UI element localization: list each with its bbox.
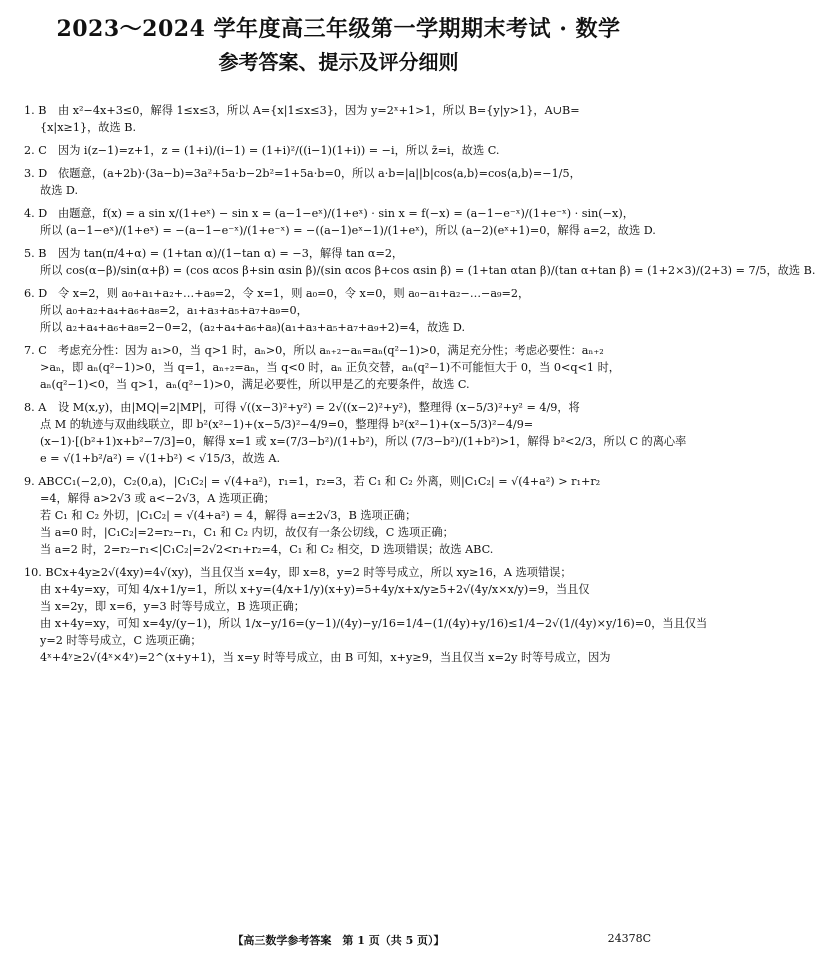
answer-line: [24, 541, 656, 558]
answer-text: 当 x=2y，即 x=6，y=3 时等号成立，B 选项正确；: [40, 600, 305, 613]
answer-text: 所以 a₀+a₂+a₄+a₆+a₈=2，a₁+a₃+a₅+a₇+a₉=0，: [40, 304, 308, 317]
answer-number: 5. B: [24, 247, 47, 260]
answer-text: x+4y≥2√(4xy)=4√(xy)，当且仅当 x=4y，即 x=8，y=2 时等号成立，所以 xy≥16，A 选项错误；: [62, 566, 572, 579]
answer-line: [24, 165, 656, 182]
answer-number: 3. D: [24, 167, 48, 180]
answer-item: [24, 285, 656, 336]
answer-line: [24, 507, 656, 524]
answer-text: C₁(−2,0)，C₂(0,a)，|C₁C₂| = √(4+a²)，r₁=1，r₂=3，若 C₁ 和 C₂ 外离，则|C₁C₂| = √(4+a²) > r₁+r₂: [63, 475, 601, 488]
answer-text: 所以 cos(α−β)/sin(α+β) = (cos αcos β+sin αsin β)/(sin αcos β+cos αsin β) = (1+tan αtan β)/(tan α+tan β) = (1+2×3)/(2+3) = 7/5，故选 B.: [40, 264, 815, 277]
answer-line: [24, 615, 708, 632]
answer-text: =4，解得 a>2√3 或 a<−2√3，A 选项正确；: [40, 492, 275, 505]
answer-number: 10. BC: [24, 566, 63, 579]
answer-line: [24, 119, 656, 136]
answer-text: 点 M 的轨迹与双曲线联立，即 b²(x²−1)+(x−5/3)²−4/9=0，整理得 b²(x²−1)+(x−5/3)²−4/9=: [40, 418, 534, 431]
footer-page-info: 【高三数学参考答案 第 1 页（共 5 页）】: [232, 934, 445, 947]
answer-line: [24, 598, 656, 615]
answer-text: 由 x+4y=xy，可知 x=4y/(y−1)，所以 1/x−y/16=(y−1)/(4y)−y/16=1/4−(1/(4y)+y/16)≤1/4−2√(1/(4y)×y/16)=0，当且仅当: [40, 617, 708, 630]
answer-text: 因为 i(z−1)=z+1，z = (1+i)/(i−1) = (1+i)²/((i−1)(1+i)) = −i，所以 z̄=i，故选 C.: [58, 144, 500, 157]
answer-line: [24, 450, 656, 467]
answer-number: 9. ABC: [24, 475, 64, 488]
answer-text: e = √(1+b²/a²) = √(1+b²) < √15/3，故选 A.: [40, 452, 281, 465]
answer-line: [24, 649, 656, 666]
answer-item: [24, 205, 656, 239]
answer-line: [24, 416, 656, 433]
page-title: 2023～2024 学年度高三年级第一学期期末考试 · 数学: [56, 16, 621, 42]
answer-item: [24, 399, 687, 467]
answer-line: [24, 564, 656, 581]
answer-text: >aₙ，即 aₙ(q²−1)>0，当 q=1，aₙ₊₂=aₙ，当 q<0 时，aₙ 正负交替，aₙ(q²−1)不可能恒大于 0，当 0<q<1 时，: [40, 361, 620, 374]
answer-text: 由 x+4y=xy，可知 4/x+1/y=1，所以 x+y=(4/x+1/y)(x+y)=5+4y/x+x/y≥5+2√(4y/x×x/y)=9，当且仅: [40, 583, 590, 596]
answer-text: (x−1)·[(b²+1)x+b²−7/3]=0，解得 x=1 或 x=(7/3−b²)/(1+b²)，所以 (7/3−b²)/(1+b²)>1，解得 b²<2/3，所以 C 的离心率: [40, 435, 687, 448]
answer-line: [24, 342, 656, 359]
answer-text: 考虑充分性：因为 a₁>0，当 q>1 时，aₙ>0，所以 aₙ₊₂−aₙ=aₙ(q²−1)>0，满足充分性；考虑必要性：aₙ₊₂: [58, 344, 604, 357]
answer-line: [24, 376, 656, 393]
answer-number: 6. D: [24, 287, 48, 300]
answer-text: 由题意，f(x) = a sin x/(1+eˣ) − sin x = (a−1−eˣ)/(1+eˣ) · sin x = f(−x) = (a−1−e⁻ˣ)/(1+e⁻ˣ) · sin(−x)，: [58, 207, 634, 220]
answer-text: 所以 a₂+a₄+a₆+a₈=2−0=2，(a₂+a₄+a₆+a₈)(a₁+a₃+a₅+a₇+a₉+2)=4，故选 D.: [40, 321, 466, 334]
answer-text: 由 x²−4x+3≤0，解得 1≤x≤3，所以 A={x|1≤x≤3}，因为 y=2ˣ+1>1，所以 B={y|y>1}，A∪B=: [58, 104, 580, 117]
answer-item: [24, 142, 656, 159]
answer-text: 4ˣ+4ʸ≥2√(4ˣ×4ʸ)=2^(x+y+1)，当 x=y 时等号成立，由 B 可知，x+y≥9，当且仅当 x=2y 时等号成立，因为: [40, 651, 611, 664]
answer-line: [24, 262, 815, 279]
answer-text: 当 a=0 时，|C₁C₂|=2=r₂−r₁，C₁ 和 C₂ 内切，故仅有一条公切线，C 选项正确；: [40, 526, 454, 539]
answer-number: 2. C: [24, 144, 47, 157]
page-subtitle: 参考答案、提示及评分细则: [218, 50, 459, 74]
answer-text: 依题意，(a+2b)·(3a−b)=3a²+5a·b−2b²=1+5a·b=0，所以 a·b=|a||b|cos⟨a,b⟩=cos⟨a,b⟩=−1/5，: [58, 167, 581, 180]
answer-item: [24, 165, 656, 199]
answer-line: [24, 490, 656, 507]
answer-text: aₙ(q²−1)<0，当 q>1，aₙ(q²−1)>0，满足必要性，所以甲是乙的充要条件，故选 C.: [40, 378, 470, 391]
answer-item: [24, 245, 815, 279]
footer-code: 24378C: [607, 932, 651, 945]
answer-line: [24, 524, 656, 541]
answer-text: y=2 时等号成立，C 选项正确；: [40, 634, 202, 647]
answer-line: [24, 245, 656, 262]
answer-text: {x|x≥1}，故选 B.: [40, 121, 137, 134]
answer-item: [24, 473, 656, 558]
answer-item: [24, 342, 656, 393]
answer-number: 1. B: [24, 104, 47, 117]
answer-text: 令 x=2，则 a₀+a₁+a₂+…+a₉=2，令 x=1，则 a₀=0，令 x=0，则 a₀−a₁+a₂−…−a₉=2，: [58, 287, 530, 300]
answer-line: [24, 205, 656, 222]
answer-item: [24, 564, 708, 666]
answer-line: [24, 102, 656, 119]
answer-text: 设 M(x,y)，由|MQ|=2|MP|，可得 √((x−3)²+y²) = 2√((x−2)²+y²)，整理得 (x−5/3)²+y² = 4/9，将: [58, 401, 580, 414]
answer-list: [24, 102, 815, 672]
answer-text: 因为 tan(π/4+α) = (1+tan α)/(1−tan α) = −3，解得 tan α=2，: [58, 247, 404, 260]
answer-line: [24, 473, 656, 490]
answer-line: [24, 399, 656, 416]
answer-text: 若 C₁ 和 C₂ 外切，|C₁C₂| = √(4+a²) = 4，解得 a=±2√3，B 选项正确；: [40, 509, 417, 522]
answer-line: [24, 142, 656, 159]
answer-number: 4. D: [24, 207, 48, 220]
answer-line: [24, 632, 656, 649]
answer-line: [24, 222, 656, 239]
answer-number: 7. C: [24, 344, 47, 357]
answer-text: 故选 D.: [40, 184, 79, 197]
answer-line: [24, 359, 656, 376]
answer-number: 8. A: [24, 401, 47, 414]
answer-line: [24, 319, 656, 336]
answer-line: [24, 433, 687, 450]
answer-line: [24, 581, 656, 598]
answer-line: [24, 285, 656, 302]
answer-line: [24, 182, 656, 199]
answer-item: [24, 102, 656, 136]
answer-text: 当 a=2 时，2=r₂−r₁<|C₁C₂|=2√2<r₁+r₂=4，C₁ 和 C₂ 相交，D 选项错误；故选 ABC.: [40, 543, 494, 556]
answer-text: 所以 (a−1−eˣ)/(1+eˣ) = −(a−1−e⁻ˣ)/(1+e⁻ˣ) = −((a−1)eˣ−1)/(1+eˣ)，所以 (a−2)(eˣ+1)=0，解得 a=2，故选 D.: [40, 224, 656, 237]
answer-line: [24, 302, 656, 319]
